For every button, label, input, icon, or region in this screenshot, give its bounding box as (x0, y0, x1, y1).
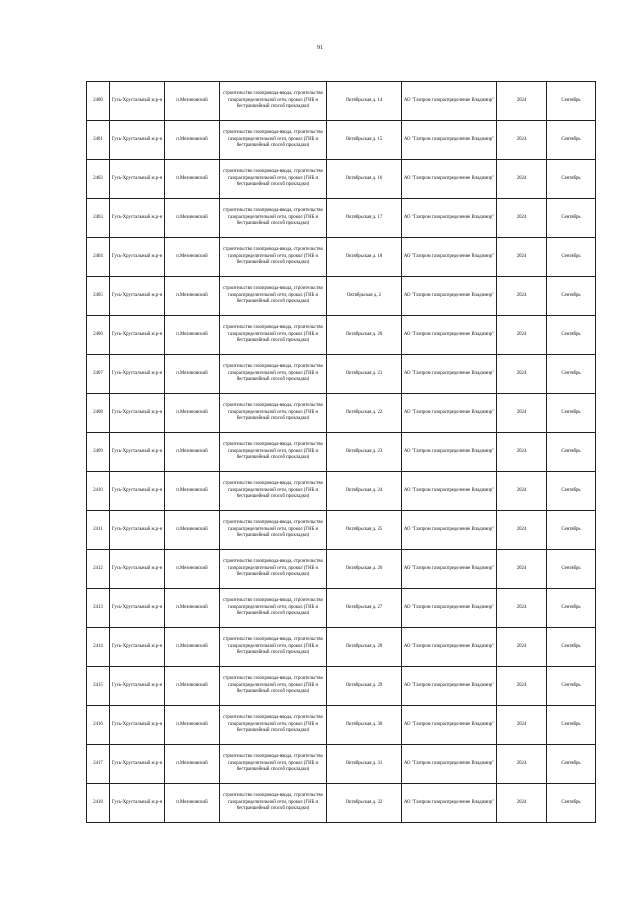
settlement-cell: п.Мезиновский (165, 745, 220, 784)
organization-cell: АО "Газпром газораспределение Владимир" (402, 706, 497, 745)
work-type-cell: строительство газопровода-ввода, строительство газораспределительной сети, прокол (ГНБ и бестраншейный способ прокладки) (220, 238, 327, 277)
row-number: 2409 (87, 433, 110, 472)
year-cell: 2024 (497, 667, 547, 706)
organization-cell: АО "Газпром газораспределение Владимир" (402, 433, 497, 472)
month-cell: Сентябрь (547, 706, 596, 745)
month-cell: Сентябрь (547, 784, 596, 823)
settlement-cell: п.Мезиновский (165, 160, 220, 199)
table-row (87, 628, 596, 667)
settlement-cell: п.Мезиновский (165, 550, 220, 589)
year-cell: 2024 (497, 550, 547, 589)
settlement-cell: п.Мезиновский (165, 628, 220, 667)
year-cell: 2024 (497, 277, 547, 316)
organization-cell: АО "Газпром газораспределение Владимир" (402, 511, 497, 550)
district-cell: Гусь-Хрустальный м.р-н (110, 277, 165, 316)
organization-cell: АО "Газпром газораспределение Владимир" (402, 316, 497, 355)
work-type-cell: строительство газопровода-ввода, строительство газораспределительной сети, прокол (ГНБ и бестраншейный способ прокладки) (220, 784, 327, 823)
year-cell: 2024 (497, 394, 547, 433)
organization-cell: АО "Газпром газораспределение Владимир" (402, 199, 497, 238)
district-cell: Гусь-Хрустальный м.р-н (110, 472, 165, 511)
gasification-schedule-table (86, 81, 596, 823)
work-type-cell: строительство газопровода-ввода, строительство газораспределительной сети, прокол (ГНБ и бестраншейный способ прокладки) (220, 82, 327, 121)
row-number: 2412 (87, 550, 110, 589)
organization-cell: АО "Газпром газораспределение Владимир" (402, 394, 497, 433)
address-cell: Октябрьская д. 25 (327, 511, 402, 550)
organization-cell: АО "Газпром газораспределение Владимир" (402, 667, 497, 706)
row-number: 2405 (87, 277, 110, 316)
address-cell: Октябрьская д. 24 (327, 472, 402, 511)
district-cell: Гусь-Хрустальный м.р-н (110, 589, 165, 628)
address-cell: Октябрьская д. 20 (327, 316, 402, 355)
year-cell: 2024 (497, 745, 547, 784)
month-cell: Сентябрь (547, 433, 596, 472)
address-cell: Октябрьская д. 15 (327, 121, 402, 160)
row-number: 2404 (87, 238, 110, 277)
work-type-cell: строительство газопровода-ввода, строительство газораспределительной сети, прокол (ГНБ и бестраншейный способ прокладки) (220, 199, 327, 238)
table-row (87, 589, 596, 628)
month-cell: Сентябрь (547, 121, 596, 160)
work-type-cell: строительство газопровода-ввода, строительство газораспределительной сети, прокол (ГНБ и бестраншейный способ прокладки) (220, 511, 327, 550)
organization-cell: АО "Газпром газораспределение Владимир" (402, 628, 497, 667)
address-cell: Октябрьская д. 26 (327, 550, 402, 589)
district-cell: Гусь-Хрустальный м.р-н (110, 82, 165, 121)
work-type-cell: строительство газопровода-ввода, строительство газораспределительной сети, прокол (ГНБ и бестраншейный способ прокладки) (220, 628, 327, 667)
work-type-cell: строительство газопровода-ввода, строительство газораспределительной сети, прокол (ГНБ и бестраншейный способ прокладки) (220, 355, 327, 394)
table-row (87, 784, 596, 823)
district-cell: Гусь-Хрустальный м.р-н (110, 199, 165, 238)
table-row (87, 433, 596, 472)
work-type-cell: строительство газопровода-ввода, строительство газораспределительной сети, прокол (ГНБ и бестраншейный способ прокладки) (220, 316, 327, 355)
work-type-cell: строительство газопровода-ввода, строительство газораспределительной сети, прокол (ГНБ и бестраншейный способ прокладки) (220, 277, 327, 316)
district-cell: Гусь-Хрустальный м.р-н (110, 628, 165, 667)
address-cell: Октябрьская д. 17 (327, 199, 402, 238)
year-cell: 2024 (497, 238, 547, 277)
month-cell: Сентябрь (547, 199, 596, 238)
address-cell: Октябрьская д. 28 (327, 628, 402, 667)
work-type-cell: строительство газопровода-ввода, строительство газораспределительной сети, прокол (ГНБ и бестраншейный способ прокладки) (220, 589, 327, 628)
district-cell: Гусь-Хрустальный м.р-н (110, 433, 165, 472)
settlement-cell: п.Мезиновский (165, 394, 220, 433)
table-row (87, 316, 596, 355)
table-row (87, 667, 596, 706)
row-number: 2418 (87, 784, 110, 823)
table-row (87, 121, 596, 160)
month-cell: Сентябрь (547, 316, 596, 355)
settlement-cell: п.Мезиновский (165, 706, 220, 745)
table-row (87, 706, 596, 745)
month-cell: Сентябрь (547, 511, 596, 550)
table-row (87, 511, 596, 550)
district-cell: Гусь-Хрустальный м.р-н (110, 706, 165, 745)
row-number: 2416 (87, 706, 110, 745)
address-cell: Октябрьская д. 27 (327, 589, 402, 628)
settlement-cell: п.Мезиновский (165, 667, 220, 706)
district-cell: Гусь-Хрустальный м.р-н (110, 160, 165, 199)
settlement-cell: п.Мезиновский (165, 199, 220, 238)
work-type-cell: строительство газопровода-ввода, строительство газораспределительной сети, прокол (ГНБ и бестраншейный способ прокладки) (220, 433, 327, 472)
month-cell: Сентябрь (547, 355, 596, 394)
month-cell: Сентябрь (547, 277, 596, 316)
district-cell: Гусь-Хрустальный м.р-н (110, 550, 165, 589)
table-row (87, 355, 596, 394)
work-type-cell: строительство газопровода-ввода, строительство газораспределительной сети, прокол (ГНБ и бестраншейный способ прокладки) (220, 745, 327, 784)
organization-cell: АО "Газпром газораспределение Владимир" (402, 589, 497, 628)
organization-cell: АО "Газпром газораспределение Владимир" (402, 238, 497, 277)
address-cell: Октябрьская д. 16 (327, 160, 402, 199)
address-cell: Октябрьская д. 23 (327, 433, 402, 472)
district-cell: Гусь-Хрустальный м.р-н (110, 745, 165, 784)
year-cell: 2024 (497, 82, 547, 121)
year-cell: 2024 (497, 355, 547, 394)
row-number: 2401 (87, 121, 110, 160)
district-cell: Гусь-Хрустальный м.р-н (110, 121, 165, 160)
address-cell: Октябрьская д. 18 (327, 238, 402, 277)
month-cell: Сентябрь (547, 589, 596, 628)
address-cell: Октябрьская д. 22 (327, 394, 402, 433)
table-row (87, 238, 596, 277)
settlement-cell: п.Мезиновский (165, 121, 220, 160)
row-number: 2408 (87, 394, 110, 433)
address-cell: Октябрьская д. 31 (327, 745, 402, 784)
page-number: 91 (317, 45, 323, 51)
address-cell: Октябрьская д. 2 (327, 277, 402, 316)
settlement-cell: п.Мезиновский (165, 82, 220, 121)
table-row (87, 550, 596, 589)
month-cell: Сентябрь (547, 667, 596, 706)
work-type-cell: строительство газопровода-ввода, строительство газораспределительной сети, прокол (ГНБ и бестраншейный способ прокладки) (220, 706, 327, 745)
row-number: 2415 (87, 667, 110, 706)
table-row (87, 82, 596, 121)
year-cell: 2024 (497, 706, 547, 745)
month-cell: Сентябрь (547, 82, 596, 121)
row-number: 2413 (87, 589, 110, 628)
address-cell: Октябрьская д. 30 (327, 706, 402, 745)
month-cell: Сентябрь (547, 394, 596, 433)
table-row (87, 277, 596, 316)
year-cell: 2024 (497, 160, 547, 199)
table-body (87, 82, 596, 823)
work-type-cell: строительство газопровода-ввода, строительство газораспределительной сети, прокол (ГНБ и бестраншейный способ прокладки) (220, 472, 327, 511)
district-cell: Гусь-Хрустальный м.р-н (110, 511, 165, 550)
settlement-cell: п.Мезиновский (165, 589, 220, 628)
row-number: 2400 (87, 82, 110, 121)
work-type-cell: строительство газопровода-ввода, строительство газораспределительной сети, прокол (ГНБ и бестраншейный способ прокладки) (220, 160, 327, 199)
year-cell: 2024 (497, 589, 547, 628)
organization-cell: АО "Газпром газораспределение Владимир" (402, 277, 497, 316)
row-number: 2411 (87, 511, 110, 550)
organization-cell: АО "Газпром газораспределение Владимир" (402, 784, 497, 823)
year-cell: 2024 (497, 511, 547, 550)
settlement-cell: п.Мезиновский (165, 238, 220, 277)
row-number: 2407 (87, 355, 110, 394)
year-cell: 2024 (497, 433, 547, 472)
settlement-cell: п.Мезиновский (165, 433, 220, 472)
work-type-cell: строительство газопровода-ввода, строительство газораспределительной сети, прокол (ГНБ и бестраншейный способ прокладки) (220, 121, 327, 160)
address-cell: Октябрьская д. 29 (327, 667, 402, 706)
row-number: 2403 (87, 199, 110, 238)
month-cell: Сентябрь (547, 238, 596, 277)
row-number: 2414 (87, 628, 110, 667)
year-cell: 2024 (497, 472, 547, 511)
address-cell: Октябрьская д. 21 (327, 355, 402, 394)
organization-cell: АО "Газпром газораспределение Владимир" (402, 472, 497, 511)
month-cell: Сентябрь (547, 160, 596, 199)
settlement-cell: п.Мезиновский (165, 316, 220, 355)
district-cell: Гусь-Хрустальный м.р-н (110, 238, 165, 277)
organization-cell: АО "Газпром газораспределение Владимир" (402, 121, 497, 160)
settlement-cell: п.Мезиновский (165, 355, 220, 394)
settlement-cell: п.Мезиновский (165, 277, 220, 316)
month-cell: Сентябрь (547, 628, 596, 667)
row-number: 2410 (87, 472, 110, 511)
organization-cell: АО "Газпром газораспределение Владимир" (402, 745, 497, 784)
year-cell: 2024 (497, 199, 547, 238)
row-number: 2417 (87, 745, 110, 784)
organization-cell: АО "Газпром газораспределение Владимир" (402, 82, 497, 121)
district-cell: Гусь-Хрустальный м.р-н (110, 316, 165, 355)
district-cell: Гусь-Хрустальный м.р-н (110, 784, 165, 823)
organization-cell: АО "Газпром газораспределение Владимир" (402, 550, 497, 589)
year-cell: 2024 (497, 121, 547, 160)
district-cell: Гусь-Хрустальный м.р-н (110, 355, 165, 394)
row-number: 2406 (87, 316, 110, 355)
organization-cell: АО "Газпром газораспределение Владимир" (402, 355, 497, 394)
work-type-cell: строительство газопровода-ввода, строительство газораспределительной сети, прокол (ГНБ и бестраншейный способ прокладки) (220, 667, 327, 706)
settlement-cell: п.Мезиновский (165, 511, 220, 550)
settlement-cell: п.Мезиновский (165, 784, 220, 823)
table-row (87, 745, 596, 784)
table-row (87, 472, 596, 511)
work-type-cell: строительство газопровода-ввода, строительство газораспределительной сети, прокол (ГНБ и бестраншейный способ прокладки) (220, 550, 327, 589)
month-cell: Сентябрь (547, 745, 596, 784)
table-row (87, 394, 596, 433)
settlement-cell: п.Мезиновский (165, 472, 220, 511)
year-cell: 2024 (497, 316, 547, 355)
address-cell: Октябрьская д. 32 (327, 784, 402, 823)
month-cell: Сентябрь (547, 550, 596, 589)
address-cell: Октябрьская д. 14 (327, 82, 402, 121)
month-cell: Сентябрь (547, 472, 596, 511)
district-cell: Гусь-Хрустальный м.р-н (110, 667, 165, 706)
organization-cell: АО "Газпром газораспределение Владимир" (402, 160, 497, 199)
work-type-cell: строительство газопровода-ввода, строительство газораспределительной сети, прокол (ГНБ и бестраншейный способ прокладки) (220, 394, 327, 433)
year-cell: 2024 (497, 628, 547, 667)
table-row (87, 160, 596, 199)
district-cell: Гусь-Хрустальный м.р-н (110, 394, 165, 433)
table-row (87, 199, 596, 238)
row-number: 2402 (87, 160, 110, 199)
year-cell: 2024 (497, 784, 547, 823)
